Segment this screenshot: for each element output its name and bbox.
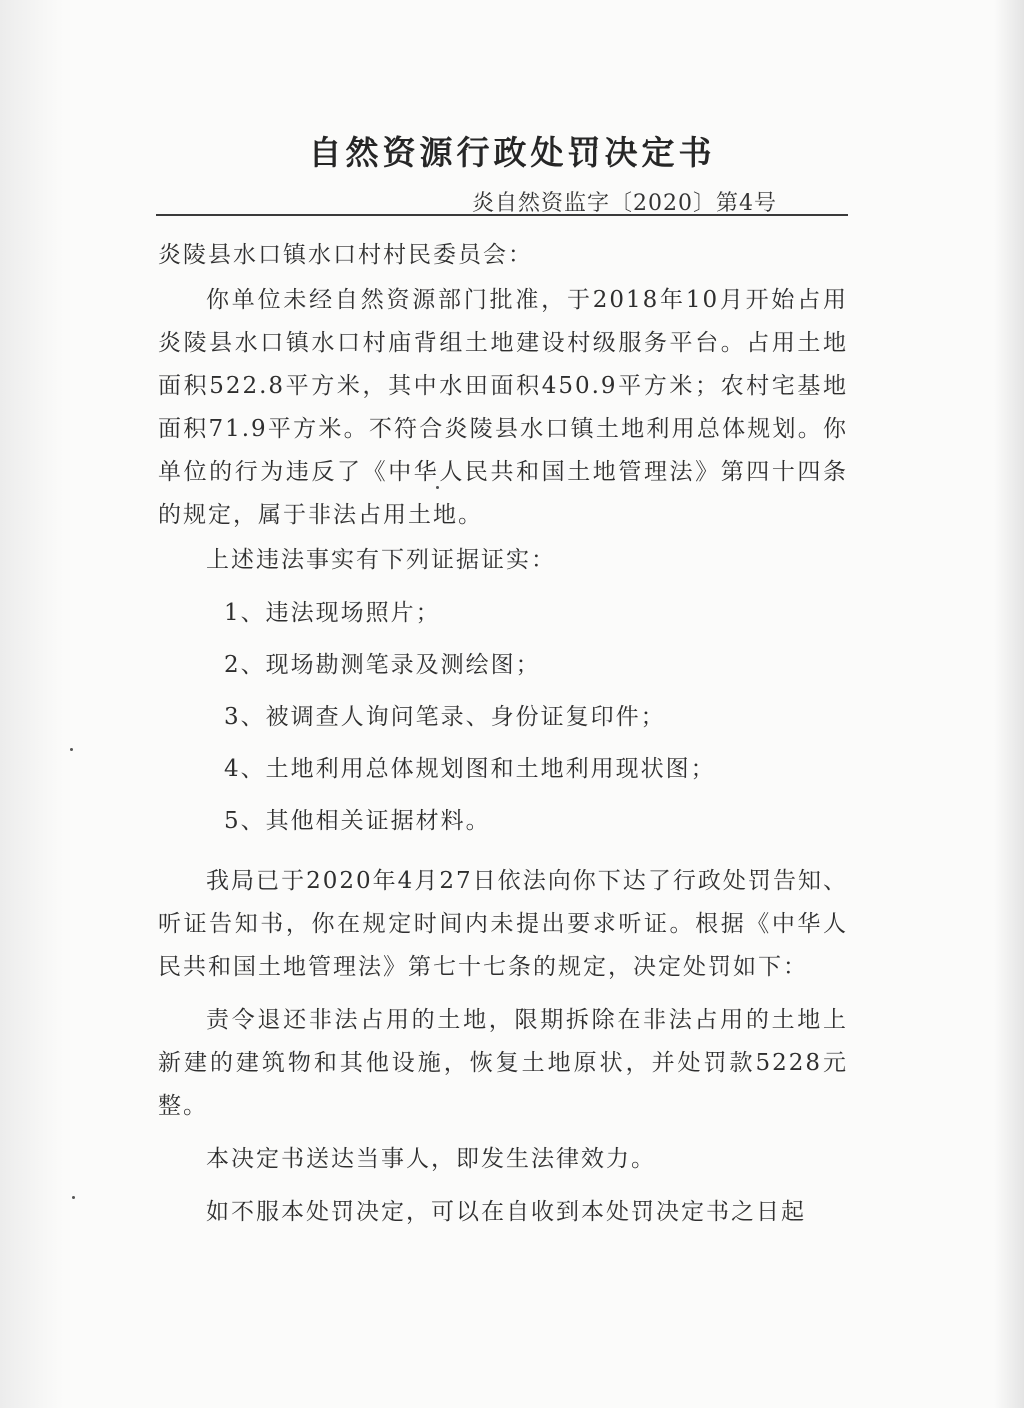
evidence-item: 2、现场勘测笔录及测绘图；	[224, 652, 541, 678]
evidence-item: 5、其他相关证据材料。	[224, 808, 491, 834]
scan-speck	[72, 1196, 75, 1199]
page-shadow-left	[0, 0, 64, 1408]
header-divider	[156, 214, 848, 216]
evidence-item: 4、土地利用总体规划图和土地利用现状图；	[224, 756, 716, 782]
document-body	[158, 234, 848, 1236]
evidence-intro: 上述违法事实有下列证据证实：	[206, 547, 556, 573]
scan-speck	[436, 486, 439, 489]
evidence-item: 1、违法现场照片；	[224, 600, 441, 626]
scan-speck	[70, 748, 73, 751]
effect-paragraph: 本决定书送达当事人，即发生法律效力。	[206, 1146, 656, 1172]
addressee: 炎陵县水口镇水口村村民委员会：	[158, 242, 533, 268]
page-shadow-right	[994, 0, 1024, 1408]
notice-paragraph: 我局已于2020年4月27日依法向你下达了行政处罚告知、听证告知书，你在规定时间内未提出要求听证。根据《中华人民共和国土地管理法》第七十七条的规定，决定处罚如下：	[158, 868, 848, 980]
facts-paragraph: 你单位未经自然资源部门批准，于2018年10月开始占用炎陵县水口镇水口村庙背组土地建设村级服务平台。占用土地面积522.8平方米，其中水田面积450.9平方米；农村宅基地面积71.9平方米。不符合炎陵县水口镇土地利用总体规划。你单位的行为违反了《中华人民共和国土地管理法》第四十四条的规定，属于非法占用土地。	[158, 287, 848, 528]
appeal-paragraph: 如不服本处罚决定，可以在自收到本处罚决定书之日起	[206, 1199, 806, 1225]
penalty-paragraph: 责令退还非法占用的土地，限期拆除在非法占用的土地上新建的建筑物和其他设施，恢复土地原状，并处罚款5228元整。	[158, 1007, 848, 1119]
document-number: 炎自然资监字〔2020〕第4号	[472, 191, 777, 216]
evidence-item: 3、被调查人询问笔录、身份证复印件；	[224, 704, 666, 730]
document-title: 自然资源行政处罚决定书	[308, 133, 716, 172]
